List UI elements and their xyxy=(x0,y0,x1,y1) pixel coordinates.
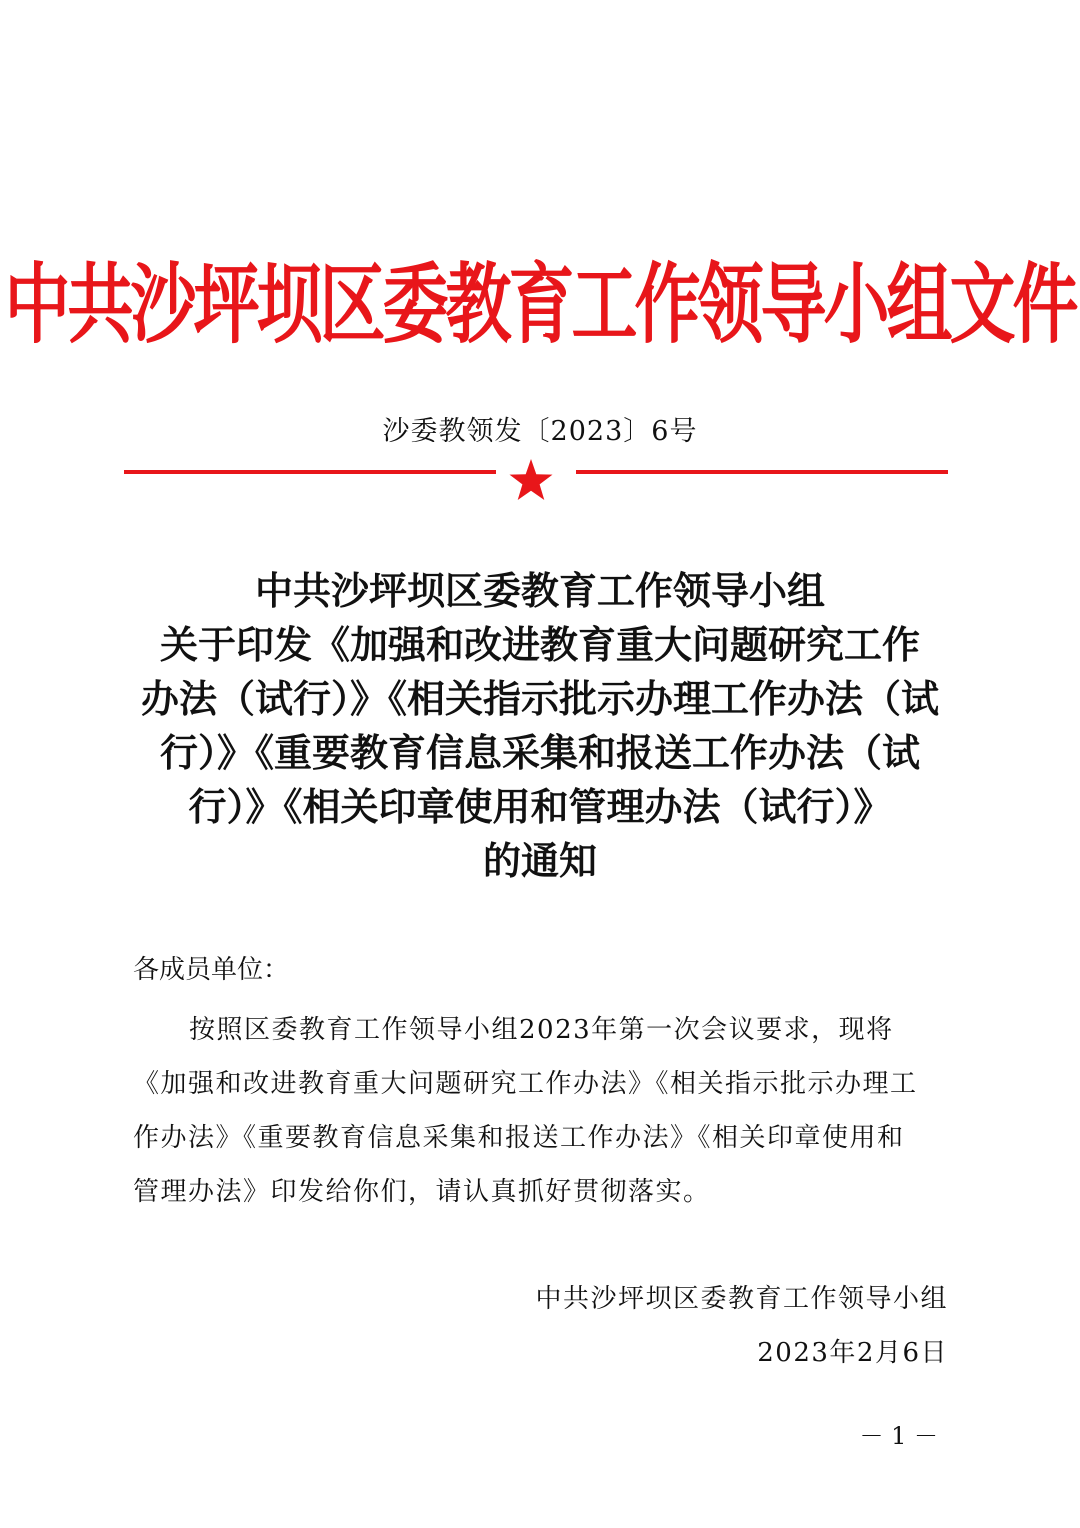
notice-title-line: 办法（试行）》《相关指示批示办理工作办法（试 xyxy=(140,676,939,721)
addressee: 各成员单位： xyxy=(133,955,290,985)
page-number: － 1 － xyxy=(859,1422,938,1450)
body-line: 《加强和改进教育重大问题研究工作办法》《相关指示批示办理工 xyxy=(133,1069,918,1099)
notice-title-line: 关于印发《加强和改进教育重大问题研究工作 xyxy=(159,622,920,667)
body-line: 按照区委教育工作领导小组2023年第一次会议要求，现将 xyxy=(189,1015,894,1045)
notice-title-line: 行）》《相关印章使用和管理办法（试行）》 xyxy=(188,784,892,829)
document-header-title: 中共沙坪坝区委教育工作领导小组文件 xyxy=(4,252,1076,356)
notice-title xyxy=(120,564,960,888)
document-number: 沙委教领发〔2023〕6号 xyxy=(382,416,698,447)
divider-line-right xyxy=(576,470,948,474)
signature-date: 2023年2月6日 xyxy=(757,1338,948,1368)
notice-title-line: 的通知 xyxy=(482,838,597,883)
red-star-icon xyxy=(508,458,554,502)
notice-title-line: 行）》《重要教育信息采集和报送工作办法（试 xyxy=(159,730,920,775)
divider-line-left xyxy=(124,470,496,474)
notice-body xyxy=(133,1003,949,1219)
signature-block xyxy=(535,1272,948,1380)
body-line: 作办法》《重要教育信息采集和报送工作办法》《相关印章使用和 xyxy=(133,1123,905,1153)
notice-title-line: 中共沙坪坝区委教育工作领导小组 xyxy=(254,568,825,613)
signature-organization: 中共沙坪坝区委教育工作领导小组 xyxy=(535,1284,948,1314)
body-line: 管理办法》印发给你们，请认真抓好贯彻落实。 xyxy=(133,1177,711,1207)
